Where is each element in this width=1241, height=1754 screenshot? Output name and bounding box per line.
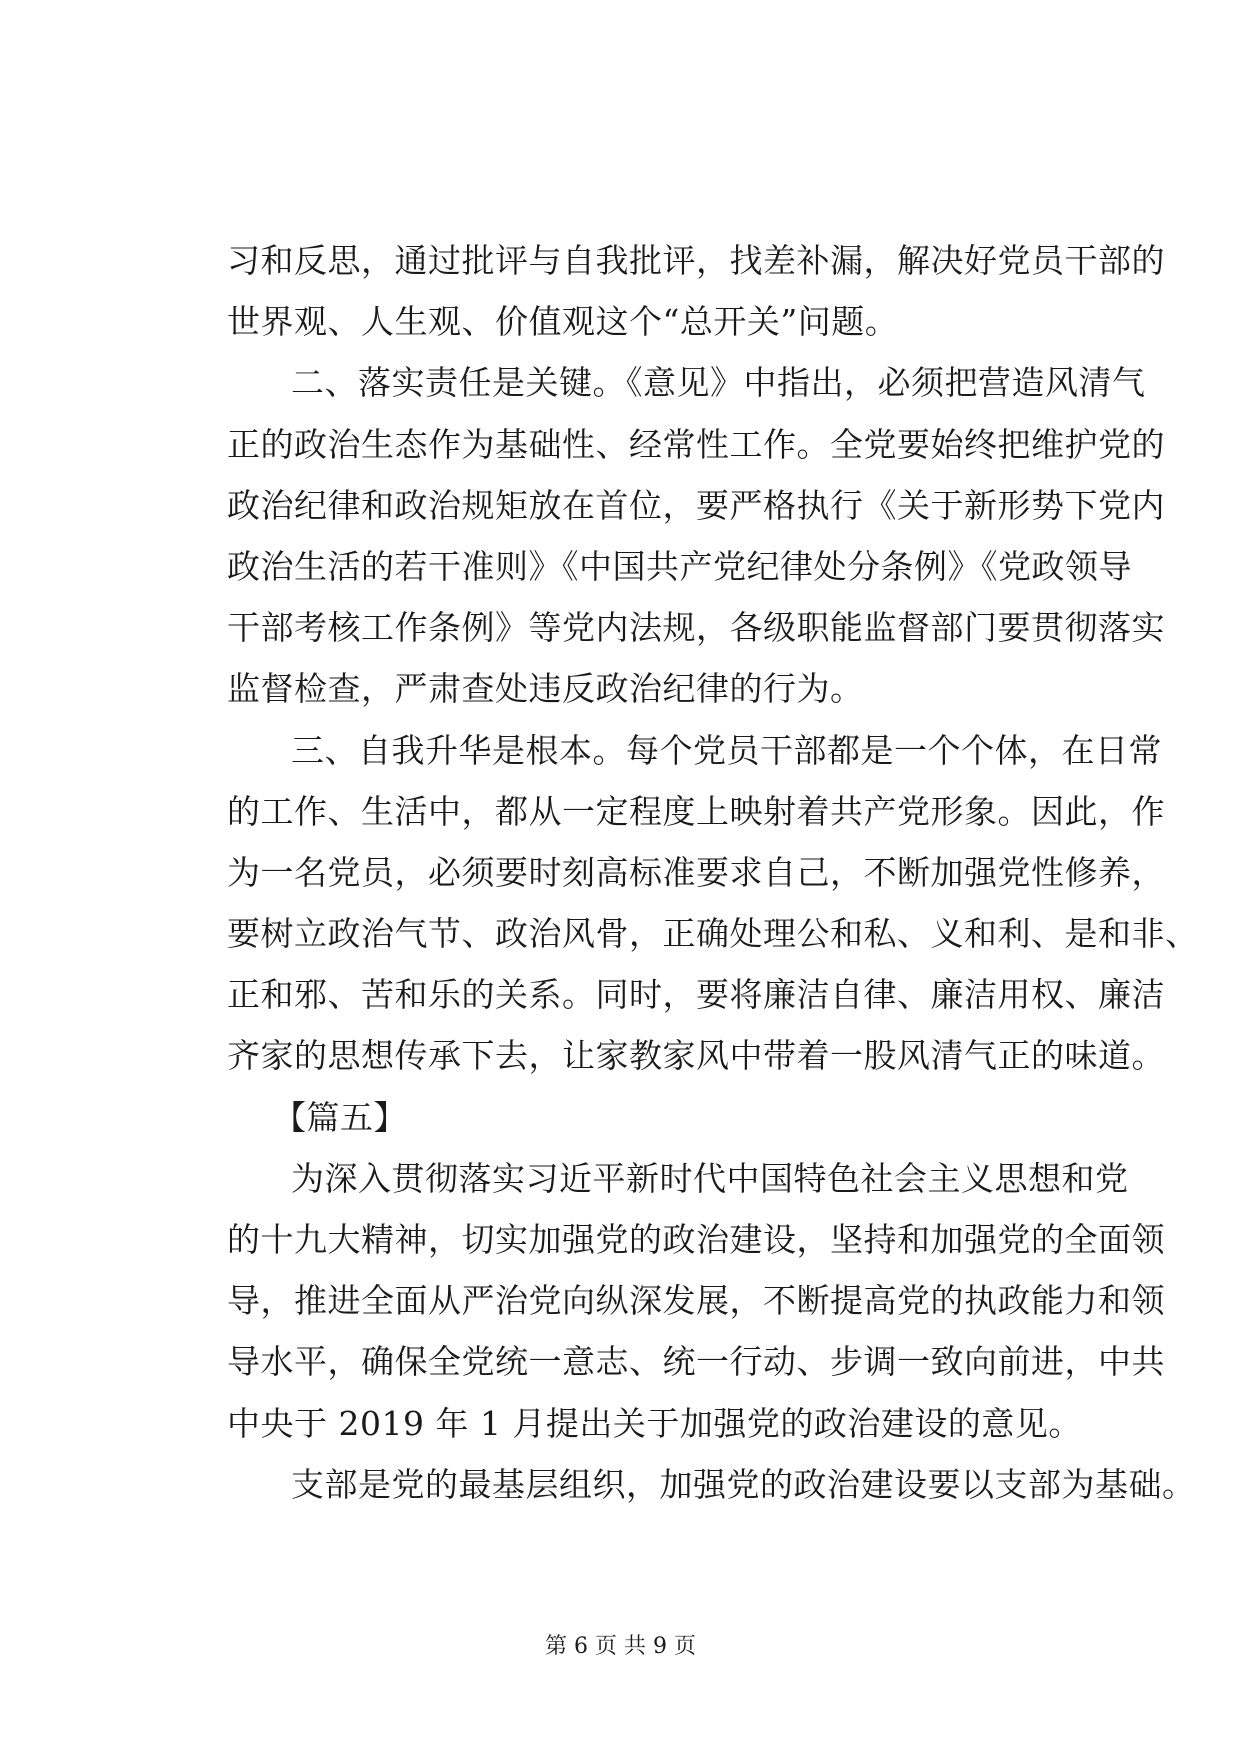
text-line: 正和邪、苦和乐的关系。同时，要将廉洁自律、廉洁用权、廉洁 [227,975,1165,1015]
page-number-footer: 第 6 页 共 9 页 [545,1634,696,1659]
text-line: 监督检查，严肃查处违反政治纪律的行为。 [227,669,864,709]
section-heading: 【篇五】 [273,1097,407,1137]
text-line: 的十九大精神，切实加强党的政治建设，坚持和加强党的全面领 [227,1220,1165,1259]
document-body [227,230,1199,1515]
text-line: 导，推进全面从严治党向纵深发展，不断提高党的执政能力和领 [227,1281,1165,1321]
paragraph-start-line: 三、自我升华是根本。每个党员干部都是一个个体，在日常 [291,730,1162,770]
text-line: 干部考核工作条例》等党内法规，各级职能监督部门要贯彻落实 [227,608,1165,648]
text-line: 正的政治生态作为基础性、经常性工作。全党要始终把维护党的 [227,424,1165,464]
paragraph-start-line: 二、落实责任是关键。《意见》中指出，必须把营造风清气 [291,363,1146,403]
text-line: 齐家的思想传承下去，让家教家风中带着一股风清气正的味道。 [227,1036,1165,1076]
text-line: 为一名党员，必须要时刻高标准要求自己，不断加强党性修养， [227,852,1165,892]
text-line: 世界观、人生观、价值观这个“总开关”问题。 [227,302,899,342]
text-line: 导水平，确保全党统一意志、统一行动、步调一致向前进，中共 [227,1342,1165,1382]
text-line: 的工作、生活中，都从一定程度上映射着共产党形象。因此，作 [227,791,1165,831]
text-line: 习和反思，通过批评与自我批评，找差补漏，解决好党员干部的 [227,241,1165,280]
paragraph-start-line: 支部是党的最基层组织，加强党的政治建设要以支部为基础。 [291,1464,1196,1504]
paragraph-start-line: 为深入贯彻落实习近平新时代中国特色社会主义思想和党 [291,1158,1129,1198]
text-line: 要树立政治气节、政治风骨，正确处理公和私、义和利、是和非、 [227,914,1199,954]
text-line: 政治纪律和政治规矩放在首位，要严格执行《关于新形势下党内 [227,485,1165,525]
text-line: 中央于 2019 年 1 月提出关于加强党的政治建设的意见。 [227,1403,1082,1443]
text-line: 政治生活的若干准则》《中国共产党纪律处分条例》《党政领导 [227,546,1132,586]
